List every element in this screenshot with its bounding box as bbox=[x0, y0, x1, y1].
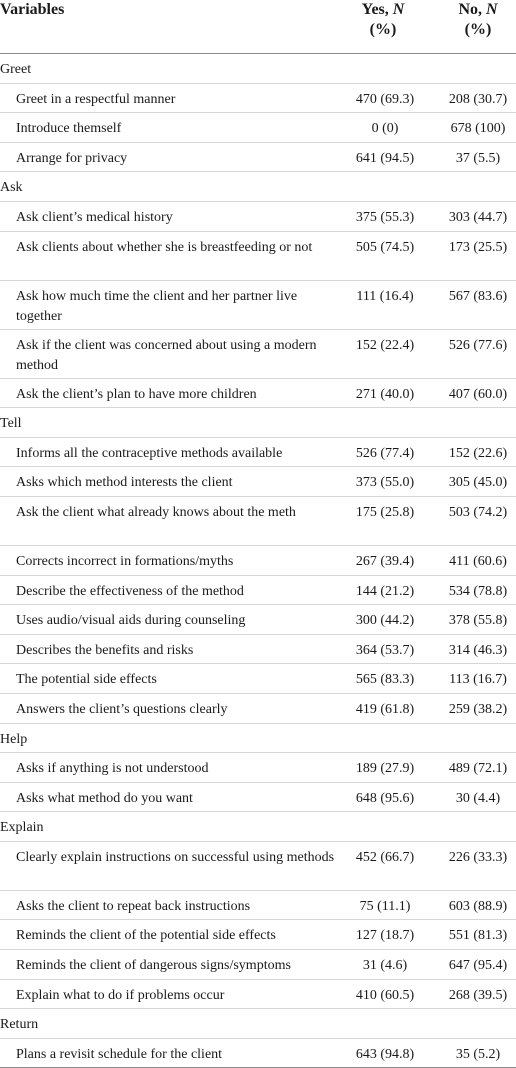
variable-label: Ask the client’s plan to have more children bbox=[16, 386, 257, 402]
table-row bbox=[0, 783, 516, 813]
no-value: 411 (60.6) bbox=[449, 553, 507, 569]
table-row bbox=[0, 113, 516, 143]
no-value: 173 (25.5) bbox=[448, 239, 508, 255]
no-value: 534 (78.8) bbox=[448, 583, 508, 599]
no-value: 35 (5.2) bbox=[455, 1046, 501, 1062]
table-row bbox=[0, 1039, 516, 1068]
no-value: 152 (22.6) bbox=[448, 445, 508, 461]
yes-value: 641 (94.5) bbox=[355, 150, 415, 166]
yes-value: 152 (22.4) bbox=[355, 337, 415, 353]
yes-value: 470 (69.3) bbox=[355, 91, 415, 107]
yes-value: 75 (11.1) bbox=[359, 898, 411, 914]
no-value: 567 (83.6) bbox=[448, 288, 508, 304]
variable-label: Asks what method do you want bbox=[16, 790, 193, 806]
yes-value: 31 (4.6) bbox=[362, 958, 408, 974]
group-header-row bbox=[0, 1009, 516, 1039]
group-header-row bbox=[0, 408, 516, 438]
group-label: Help bbox=[0, 731, 28, 747]
header-yes bbox=[348, 0, 418, 40]
table-row bbox=[0, 202, 516, 232]
variable-label: Introduce themself bbox=[16, 121, 122, 137]
variable-label: Ask how much time the client and her partner live together bbox=[16, 288, 298, 324]
yes-value: 0 (0) bbox=[371, 121, 399, 137]
group-label: Return bbox=[0, 1017, 39, 1033]
no-value: 407 (60.0) bbox=[448, 386, 508, 402]
no-value: 268 (39.5) bbox=[448, 987, 508, 1003]
group-header-row bbox=[0, 172, 516, 202]
header-variables: Variables bbox=[0, 1, 65, 18]
table-body bbox=[0, 54, 516, 1068]
yes-value: 111 (16.4) bbox=[356, 288, 414, 304]
header-no-pct: (%) bbox=[464, 21, 492, 38]
variable-label: Answers the client’s questions clearly bbox=[16, 701, 228, 717]
variable-label: Uses audio/visual aids during counseling bbox=[16, 613, 246, 629]
yes-value: 271 (40.0) bbox=[355, 386, 415, 402]
group-label: Greet bbox=[0, 62, 32, 77]
table-row bbox=[0, 84, 516, 114]
header-no-label: No, bbox=[458, 1, 486, 18]
no-value: 647 (95.4) bbox=[448, 958, 508, 974]
variable-label: The potential side effects bbox=[16, 672, 157, 688]
yes-value: 452 (66.7) bbox=[355, 849, 415, 865]
yes-value: 643 (94.8) bbox=[355, 1046, 415, 1062]
yes-value: 375 (55.3) bbox=[355, 209, 415, 225]
variable-label: Asks if anything is not understood bbox=[16, 761, 209, 777]
no-value: 226 (33.3) bbox=[448, 849, 508, 865]
no-value: 208 (30.7) bbox=[448, 91, 508, 107]
table-row bbox=[0, 143, 516, 173]
table-row bbox=[0, 980, 516, 1010]
variable-label: Describes the benefits and risks bbox=[16, 642, 194, 658]
header-yes-n: N bbox=[392, 1, 405, 18]
variable-label: Reminds the client of the potential side effects bbox=[16, 928, 276, 944]
table-row bbox=[0, 379, 516, 409]
yes-value: 419 (61.8) bbox=[355, 701, 415, 717]
variable-label: Informs all the contraceptive methods available bbox=[16, 445, 283, 461]
table-row bbox=[0, 635, 516, 665]
table-header bbox=[0, 0, 516, 54]
no-value: 378 (55.8) bbox=[448, 613, 508, 629]
table-row bbox=[0, 330, 516, 379]
yes-value: 364 (53.7) bbox=[355, 642, 415, 658]
no-value: 489 (72.1) bbox=[448, 761, 508, 777]
no-value: 259 (38.2) bbox=[448, 701, 508, 717]
no-value: 30 (4.4) bbox=[455, 790, 501, 806]
no-value: 603 (88.9) bbox=[448, 898, 508, 914]
yes-value: 144 (21.2) bbox=[355, 583, 415, 599]
no-value: 503 (74.2) bbox=[448, 504, 508, 520]
table-row bbox=[0, 232, 516, 281]
table-row bbox=[0, 605, 516, 635]
yes-value: 648 (95.6) bbox=[355, 790, 415, 806]
table-row bbox=[0, 694, 516, 724]
variable-label: Plans a revisit schedule for the client bbox=[16, 1046, 223, 1062]
group-label: Explain bbox=[0, 820, 44, 836]
no-value: 314 (46.3) bbox=[448, 642, 508, 658]
table-row bbox=[0, 842, 516, 891]
no-value: 37 (5.5) bbox=[455, 150, 501, 166]
no-value: 113 (16.7) bbox=[449, 672, 507, 688]
yes-value: 410 (60.5) bbox=[355, 987, 415, 1003]
no-value: 305 (45.0) bbox=[448, 475, 508, 491]
variable-label: Clearly explain instructions on successful using methods bbox=[16, 849, 335, 865]
variable-label: Ask if the client was concerned about using a modern method bbox=[16, 337, 317, 373]
yes-value: 526 (77.4) bbox=[355, 445, 415, 461]
group-label: Ask bbox=[0, 180, 23, 196]
group-label: Tell bbox=[0, 416, 22, 432]
variable-label: Reminds the client of dangerous signs/symptoms bbox=[16, 958, 291, 974]
header-yes-label: Yes, bbox=[361, 1, 393, 18]
yes-value: 565 (83.3) bbox=[355, 672, 415, 688]
variable-label: Asks the client to repeat back instructions bbox=[16, 898, 251, 914]
yes-value: 175 (25.8) bbox=[355, 504, 415, 520]
yes-value: 127 (18.7) bbox=[355, 928, 415, 944]
table-row bbox=[0, 438, 516, 468]
yes-value: 505 (74.5) bbox=[355, 239, 415, 255]
variable-label: Explain what to do if problems occur bbox=[16, 987, 225, 1003]
no-value: 303 (44.7) bbox=[448, 209, 508, 225]
table-row bbox=[0, 281, 516, 330]
variable-label: Ask the client what already knows about the meth bbox=[16, 504, 296, 520]
no-value: 678 (100) bbox=[450, 121, 506, 137]
table-row bbox=[0, 753, 516, 783]
table-row bbox=[0, 497, 516, 546]
table-row bbox=[0, 664, 516, 694]
table-row bbox=[0, 467, 516, 497]
group-header-row bbox=[0, 724, 516, 754]
variable-label: Asks which method interests the client bbox=[16, 475, 233, 491]
variable-label: Ask client’s medical history bbox=[16, 209, 173, 225]
yes-value: 373 (55.0) bbox=[355, 475, 415, 491]
variable-label: Corrects incorrect in formations/myths bbox=[16, 553, 234, 569]
variable-label: Arrange for privacy bbox=[16, 150, 128, 166]
variable-label: Describe the effectiveness of the method bbox=[16, 583, 244, 599]
no-value: 526 (77.6) bbox=[448, 337, 508, 353]
yes-value: 300 (44.2) bbox=[355, 613, 415, 629]
group-header-row bbox=[0, 812, 516, 842]
variable-label: Ask clients about whether she is breastfeeding or not bbox=[16, 239, 313, 255]
table-row bbox=[0, 891, 516, 921]
table-row bbox=[0, 546, 516, 576]
header-yes-pct: (%) bbox=[369, 21, 397, 38]
header-no bbox=[440, 0, 516, 40]
table-row bbox=[0, 920, 516, 950]
header-no-n: N bbox=[486, 1, 498, 18]
yes-value: 189 (27.9) bbox=[355, 761, 415, 777]
table-row bbox=[0, 950, 516, 980]
group-header-row bbox=[0, 54, 516, 84]
table-row bbox=[0, 576, 516, 606]
variable-label: Greet in a respectful manner bbox=[16, 91, 176, 107]
yes-value: 267 (39.4) bbox=[355, 553, 415, 569]
no-value: 551 (81.3) bbox=[448, 928, 508, 944]
